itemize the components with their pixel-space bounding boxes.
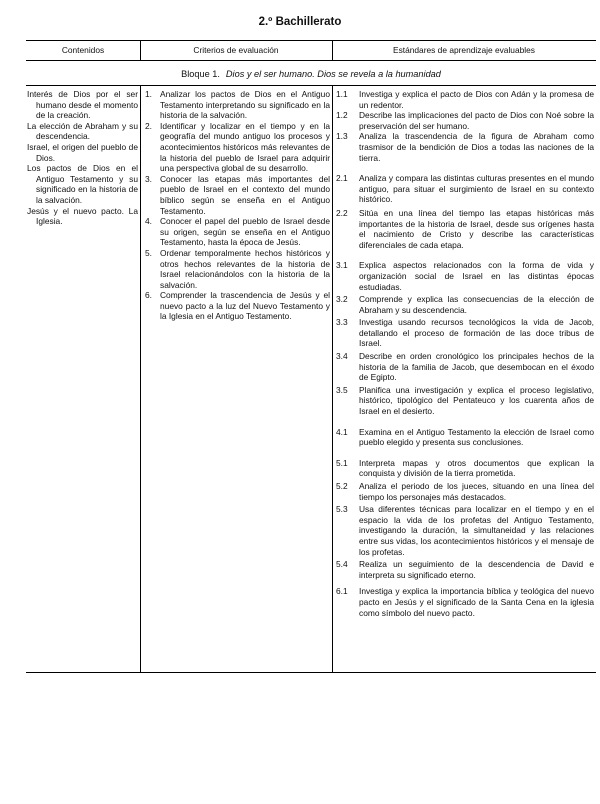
estandar-item — [336, 260, 594, 292]
criterio-text: Comprender la trascendencia de Jesús y el nuevo pacto a la luz del Nuevo Testamento y la Iglesia en el Antiguo Testamento. — [160, 290, 330, 322]
estandar-number: 5.3 — [336, 504, 348, 515]
criterio-item — [145, 216, 330, 248]
criterio-item — [145, 121, 330, 174]
header-contenidos: Contenidos — [61, 45, 105, 55]
criterio-text: Conocer las etapas más importantes del pueblo de Israel en el contexto del mundo bíblico según se enseña en el Antiguo Testamento. — [160, 173, 330, 216]
estandar-text: Planifica una investigación y explica el proceso legislativo, histórico, tipológico del Pentateuco y los cuarenta años de Israel en el desierto. — [359, 384, 594, 417]
criterio-number: 2. — [145, 120, 152, 131]
block-heading — [26, 69, 596, 79]
estandar-text: Investiga usando recursos tecnológicos la vida de Jacob, detallando el proceso de formación de las doce tribus de Israel. — [359, 317, 594, 349]
estandar-text: Analiza el periodo de los jueces, situando en una línea del tiempo los personajes más destacados. — [359, 481, 594, 502]
estandar-number: 3.3 — [336, 317, 348, 328]
block-label: Bloque 1. — [181, 69, 220, 79]
estandar-number: 1.2 — [336, 110, 348, 121]
estandar-item — [336, 351, 594, 383]
contenido-item: La elección de Abraham y su descendencia. — [27, 120, 138, 142]
estandar-item — [336, 317, 594, 349]
estandar-text: Sitúa en una línea del tiempo las etapas históricas más importantes de la historia de Israel, desde sus orígenes hasta el nacimiento de Cristo y describe las características diferenciales de cada etapa. — [359, 207, 594, 250]
estandar-number: 5.1 — [336, 457, 348, 468]
criterio-text: Ordenar temporalmente hechos históricos y otros hechos relevantes de la historia de Israel relacionándolos con la historia de la salvación. — [160, 247, 330, 290]
estandar-number: 1.1 — [336, 89, 348, 99]
estandar-number: 6.1 — [336, 586, 348, 597]
criterio-item — [145, 290, 330, 322]
estandar-text: Realiza un seguimiento de la descendencia de David e interpreta su significado eterno. — [359, 559, 594, 580]
estandar-item — [336, 131, 594, 163]
estandar-item — [336, 110, 594, 131]
contenido-item: Interés de Dios por el ser humano desde el momento de la creación. — [27, 89, 138, 121]
estandar-item — [336, 559, 594, 580]
criterio-text: Analizar los pactos de Dios en el Antiguo Testamento interpretando su significado en la historia de la salvación. — [160, 89, 330, 121]
estandar-item — [336, 173, 594, 205]
criterio-number: 5. — [145, 247, 152, 258]
criterio-item — [145, 89, 330, 121]
block-bottom-rule — [26, 85, 596, 86]
estandar-number: 1.3 — [336, 131, 348, 142]
header-bottom-rule — [26, 60, 596, 61]
estandar-number: 3.2 — [336, 294, 348, 305]
contenido-item: Israel, el origen del pueblo de Dios. — [27, 141, 138, 163]
estandar-item — [336, 458, 594, 479]
contenido-item: Jesús y el nuevo pacto. La Iglesia. — [27, 205, 138, 227]
estandar-text: Investiga y explica el pacto de Dios con Adán y la promesa de un redentor. — [359, 89, 594, 110]
table-top-rule — [26, 40, 596, 41]
estandar-text: Describe las implicaciones del pacto de Dios con Noé sobre la preservación del ser humano. — [359, 110, 594, 131]
header-criterios: Criterios de evaluación — [193, 45, 279, 55]
estandar-item — [336, 89, 594, 110]
estandar-text: Examina en el Antiguo Testamento la elección de Israel como pueblo elegido y presenta sus conclusiones. — [359, 426, 594, 448]
estandar-item — [336, 208, 594, 250]
column-divider-2 — [332, 85, 333, 672]
estandar-number: 4.1 — [336, 426, 348, 437]
estandar-text: Investiga y explica la importancia bíblica y teológica del nuevo pacto en Jesús y el significado de la Santa Cena en la iglesia como símbolo del nuevo pacto. — [359, 586, 594, 618]
estandar-number: 3.1 — [336, 260, 348, 271]
criterio-number: 3. — [145, 173, 152, 184]
criterio-number: 1. — [145, 89, 152, 99]
estandar-text: Analiza la trascendencia de la figura de Abraham como trasmisor de la bendición de Dios a todas las naciones de la tierra. — [359, 131, 594, 163]
criterio-item — [145, 248, 330, 290]
estandar-number: 3.5 — [336, 384, 348, 395]
estandar-item — [336, 294, 594, 315]
criterio-number: 6. — [145, 290, 152, 301]
estandar-item — [336, 427, 594, 448]
estandar-number: 2.2 — [336, 207, 348, 218]
table-bottom-rule — [26, 672, 596, 673]
page-title: 2.º Bachillerato — [258, 16, 342, 28]
criterio-text: Identificar y localizar en el tiempo y en la geografía del mundo antiguo los procesos y acontecimientos históricos más relevantes de la historia del pueblo de Israel para adquirir una perspectiva global de su desarrollo. — [160, 120, 330, 174]
estandar-item — [336, 586, 594, 618]
estandar-text: Interpreta mapas y otros documentos que explican la conquista y división de la tierra prometida. — [359, 457, 594, 479]
criterio-number: 4. — [145, 216, 152, 227]
estandar-text: Explica aspectos relacionados con la forma de vida y organización social de Israel en las distintas épocas estudiadas. — [359, 260, 594, 292]
estandar-text: Describe en orden cronológico los principales hechos de la historia de la familia de Jacob, que desembocan en el éxodo de Egipto. — [359, 351, 594, 383]
estandar-number: 5.4 — [336, 559, 348, 570]
criterio-text: Conocer el papel del pueblo de Israel desde su origen, según se enseña en el Antiguo Testamento, hasta la época de Jesús. — [160, 216, 330, 248]
estandar-number: 5.2 — [336, 481, 348, 491]
criterio-item — [145, 174, 330, 216]
estandares-column — [336, 89, 594, 618]
estandar-item — [336, 385, 594, 417]
block-name: Dios y el ser humano. Dios se revela a la humanidad — [225, 69, 441, 79]
estandar-item — [336, 481, 594, 502]
criterios-column — [145, 89, 330, 322]
column-divider-1 — [140, 85, 141, 672]
header-estandares: Estándares de aprendizaje evaluables — [392, 45, 535, 55]
contenidos-column — [27, 89, 138, 227]
estandar-text: Analiza y compara las distintas culturas presentes en el mundo antiguo, para situar el surgimiento de Israel en su contexto histórico. — [359, 173, 594, 205]
estandar-text: Usa diferentes técnicas para localizar en el tiempo y en el espacio la vida de los profetas del Antiguo Testamento, investigando la duración, la simultaneidad y las relaciones entre sus vidas, los acontecimientos históricos y el mensaje de los profetas. — [359, 504, 594, 557]
estandar-number: 3.4 — [336, 351, 348, 362]
estandar-item — [336, 504, 594, 557]
contenido-item: Los pactos de Dios en el Antiguo Testamento y su significado en la historia de la salvación. — [27, 163, 138, 205]
estandar-number: 2.1 — [336, 173, 348, 184]
estandar-text: Comprende y explica las consecuencias de la elección de Abraham y su descendencia. — [359, 294, 594, 315]
